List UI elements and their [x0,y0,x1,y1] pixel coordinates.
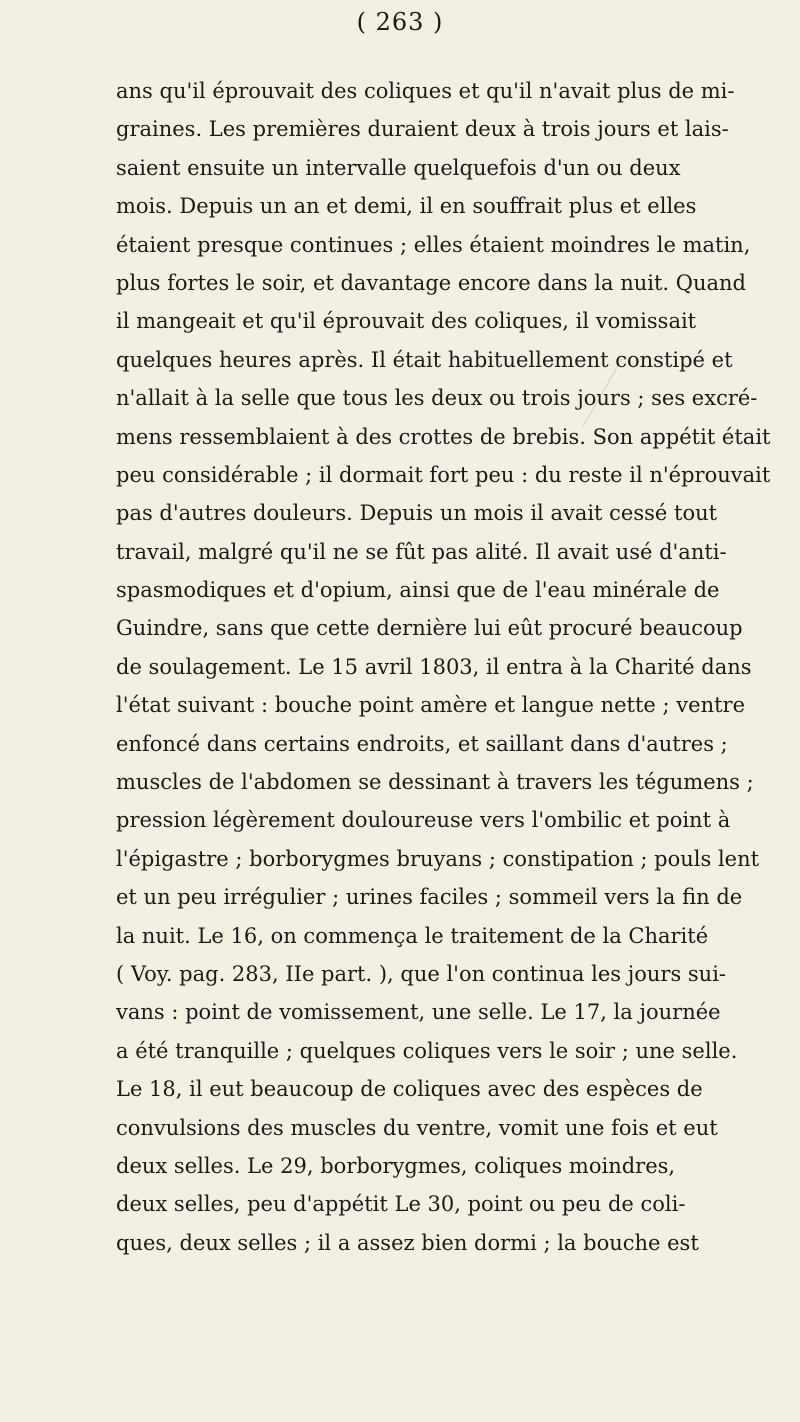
text-line: peu considérable ; il dormait fort peu : du reste il n'éprouvait [116,462,771,487]
text-line: l'épigastre ; borborygmes bruyans ; constipation ; pouls lent [116,846,760,871]
text-line: muscles de l'abdomen se dessinant à travers les tégumens ; [116,770,754,795]
text-line: mois. Depuis un an et demi, il en souffrait plus et elles [116,194,697,219]
text-line: travail, malgré qu'il ne se fût pas alité. Il avait usé d'anti- [116,539,727,564]
text-line: deux selles, peu d'appétit Le 30, point ou peu de coli- [116,1192,686,1217]
text-line: enfoncé dans certains endroits, et saillant dans d'autres ; [116,731,728,756]
page-number: ( 263 ) [356,8,444,36]
text-line: ques, deux selles ; il a assez bien dormi ; la bouche est [116,1230,699,1255]
text-line: étaient presque continues ; elles étaient moindres le matin, [116,232,751,257]
text-line: pression légèrement douloureuse vers l'ombilic et point à [116,808,731,833]
text-line: graines. Les premières duraient deux à trois jours et lais- [116,117,729,142]
text-line: il mangeait et qu'il éprouvait des coliques, il vomissait [116,309,697,334]
text-line: la nuit. Le 16, on commença le traitement de la Charité [116,923,709,948]
text-line: quelques heures après. Il était habituellement constipé et [116,347,733,372]
text-line: vans : point de vomissement, une selle. Le 17, la journée [116,1000,721,1025]
text-line: deux selles. Le 29, borborygmes, coliques moindres, [116,1153,676,1178]
text-line: plus fortes le soir, et davantage encore dans la nuit. Quand [116,270,746,295]
text-line: mens ressemblaient à des crottes de brebis. Son appétit était [116,424,771,449]
text-line: pas d'autres douleurs. Depuis un mois il avait cessé tout [116,501,718,526]
text-line: et un peu irrégulier ; urines faciles ; sommeil vers la fin de [116,885,743,910]
text-line: Le 18, il eut beaucoup de coliques avec des espèces de [116,1077,703,1102]
text-line: a été tranquille ; quelques coliques vers le soir ; une selle. [116,1038,738,1063]
text-line: l'état suivant : bouche point amère et langue nette ; ventre [116,693,746,718]
text-line: convulsions des muscles du ventre, vomit une fois et eut [116,1115,718,1140]
text-line: spasmodiques et d'opium, ainsi que de l'eau minérale de [116,578,720,603]
text-line: de soulagement. Le 15 avril 1803, il entra à la Charité dans [116,654,752,679]
text-line: Guindre, sans que cette dernière lui eût procuré beaucoup [116,616,743,641]
text-line: saient ensuite un intervalle quelquefois d'un ou deux [116,155,681,180]
text-line: n'allait à la selle que tous les deux ou trois jours ; ses excré- [116,386,758,411]
body-text [116,72,800,1262]
text-line: ( Voy. pag. 283, IIe part. ), que l'on continua les jours sui- [116,961,727,986]
text-line: ans qu'il éprouvait des coliques et qu'il n'avait plus de mi- [116,79,735,103]
